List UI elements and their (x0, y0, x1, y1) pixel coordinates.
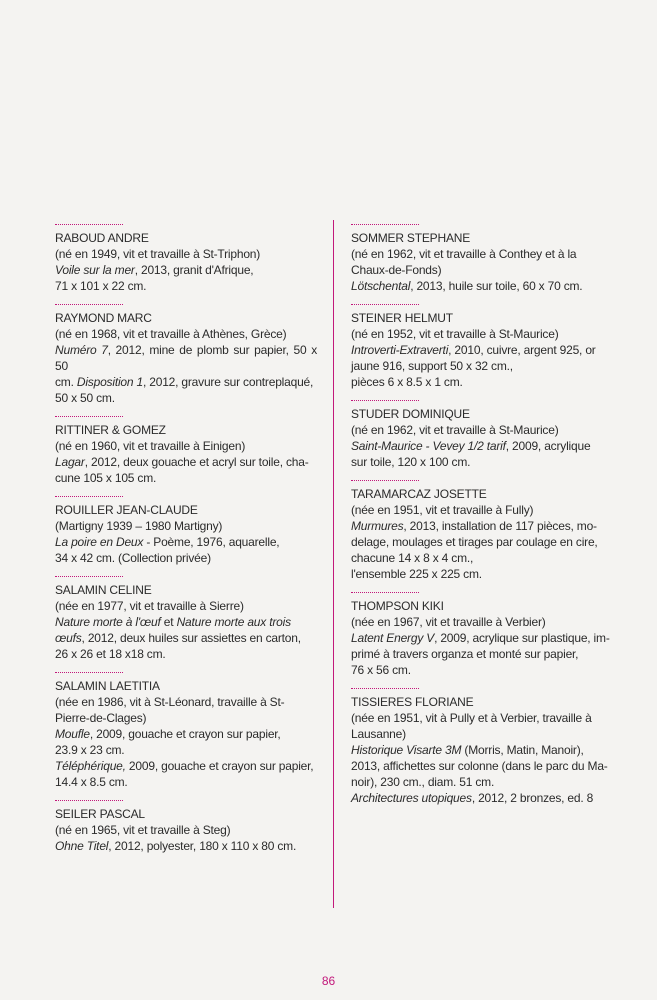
dotted-separator (55, 576, 123, 577)
artist-name: RABOUD ANDRE (55, 231, 149, 245)
artwork-title: Architectures utopiques (351, 791, 472, 805)
entry-text: (né en 1949, vit et travaille à St-Triphon) (55, 247, 261, 261)
entry-text: , 2012, polyester, 180 x 110 x 80 cm. (108, 839, 297, 853)
dotted-separator (55, 800, 123, 801)
entry-text: 50 x 50 cm. (55, 391, 115, 405)
entry-text: (née en 1951, vit et travaille à Fully) (351, 503, 534, 517)
entry-line (55, 246, 317, 262)
artist-name: RITTINER & GOMEZ (55, 423, 166, 437)
entry-line (55, 646, 317, 662)
artwork-title: Moufle (55, 727, 90, 741)
entry-line (55, 838, 317, 854)
artist-name: STEINER HELMUT (351, 311, 453, 325)
entry-text: primé à travers organza et monté sur papier, (351, 647, 579, 661)
entry-text: , 2013, huile sur toile, 60 x 70 cm. (410, 279, 583, 293)
entry-line (55, 326, 317, 342)
entry-text: 26 x 26 et 18 x18 cm. (55, 647, 166, 661)
artwork-title: Téléphérique, (55, 759, 126, 773)
entry-line (55, 262, 317, 278)
artwork-title: Introverti-Extraverti (351, 343, 449, 357)
artist-name: THOMPSON KIKI (351, 599, 444, 613)
entry-line (55, 742, 317, 758)
entry-text: 76 x 56 cm. (351, 663, 411, 677)
entry-line (55, 758, 317, 774)
artwork-title: Ohne Titel (55, 839, 109, 853)
dotted-separator (351, 688, 419, 689)
artist-entry-studer-dominique (351, 400, 613, 470)
entry-line (351, 534, 613, 550)
entry-line (351, 326, 613, 342)
entry-line (55, 710, 317, 726)
entry-line (351, 454, 613, 470)
artist-entry-raymond-marc (55, 304, 317, 406)
artist-name: ROUILLER JEAN-CLAUDE (55, 503, 198, 517)
entry-text: (né en 1952, vit et travaille à St-Maurice) (351, 327, 559, 341)
entry-line (351, 518, 613, 534)
entry-text: (Martigny 1939 – 1980 Martigny) (55, 519, 223, 533)
entry-line (55, 342, 317, 374)
entry-text: Lausanne) (351, 727, 406, 741)
entry-line (55, 438, 317, 454)
entry-line (351, 662, 613, 678)
entry-line (351, 374, 613, 390)
entry-line (55, 390, 317, 406)
entry-line (351, 246, 613, 262)
entry-text: jaune 916, support 50 x 32 cm., (351, 359, 513, 373)
entry-text: , 2010, cuivre, argent 925, or (448, 343, 596, 357)
entry-line (351, 262, 613, 278)
dotted-separator (55, 304, 123, 305)
entry-line (351, 726, 613, 742)
artist-name: SOMMER STEPHANE (351, 231, 471, 245)
entry-text: 2013, affichettes sur colonne (dans le parc du Ma- (351, 759, 608, 773)
entry-text: , 2012, deux huiles sur assiettes en carton, (81, 631, 301, 645)
entry-text: (née en 1986, vit à St-Léonard, travaille à St- (55, 695, 285, 709)
artist-entry-salamin-celine (55, 576, 317, 662)
entry-line (55, 518, 317, 534)
artwork-title: Nature morte à l'œuf (55, 615, 161, 629)
artwork-title: Disposition 1 (76, 375, 143, 389)
entry-text: (Morris, Matin, Manoir), (461, 743, 584, 757)
artist-entry-rouiller-jean-claude (55, 496, 317, 566)
entry-line (351, 422, 613, 438)
entry-line (351, 438, 613, 454)
artist-entry-thompson-kiki (351, 592, 613, 678)
entry-text: sur toile, 120 x 100 cm. (351, 455, 471, 469)
entry-text: (né en 1962, vit et travaille à St-Maurice) (351, 423, 559, 437)
entry-line (351, 758, 613, 774)
entry-text: (né en 1965, vit et travaille à Steg) (55, 823, 231, 837)
entry-line (55, 630, 317, 646)
artist-name: SALAMIN LAETITIA (55, 679, 160, 693)
entry-text: chacune 14 x 8 x 4 cm., (351, 551, 474, 565)
artist-entry-salamin-laetitia (55, 672, 317, 790)
entry-text: (née en 1951, vit à Pully et à Verbier, travaille à (351, 711, 592, 725)
entry-line (55, 598, 317, 614)
entry-line (55, 774, 317, 790)
artwork-title: Lagar (55, 455, 85, 469)
entry-line (55, 534, 317, 550)
entry-text: , 2012, gravure sur contreplaqué, (142, 375, 314, 389)
artwork-title: Lötschental (351, 279, 411, 293)
artwork-title: Latent Energy V (351, 631, 435, 645)
artist-name: STUDER DOMINIQUE (351, 407, 470, 421)
entry-text: , 2009, acrylique (505, 439, 591, 453)
entry-text: cune 105 x 105 cm. (55, 471, 157, 485)
entry-text: cm. (55, 375, 77, 389)
artwork-title: Voile sur la mer (55, 263, 135, 277)
artist-entry-tissieres-floriane (351, 688, 613, 806)
entry-line (351, 646, 613, 662)
entry-line (351, 790, 613, 806)
entry-line (351, 358, 613, 374)
entry-text: , 2012, mine de plomb sur papier, 50 x 50 (55, 343, 317, 373)
artwork-title: Murmures (351, 519, 404, 533)
entry-text: , 2012, deux gouache et acryl sur toile, cha- (84, 455, 309, 469)
artwork-title: Historique Visarte 3M (351, 743, 462, 757)
left-column (55, 224, 317, 864)
entry-line (55, 278, 317, 294)
artist-entry-steiner-helmut (351, 304, 613, 390)
dotted-separator (351, 400, 419, 401)
entry-line (351, 630, 613, 646)
entry-text: , 2013, granit d'Afrique, (134, 263, 254, 277)
entry-text: l'ensemble 225 x 225 cm. (351, 567, 482, 581)
entry-text: Chaux-de-Fonds) (351, 263, 442, 277)
entry-line (55, 374, 317, 390)
entry-text: Pierre-de-Clages) (55, 711, 147, 725)
entry-line (351, 614, 613, 630)
entry-text: (née en 1967, vit et travaille à Verbier) (351, 615, 546, 629)
entry-line (55, 614, 317, 630)
entry-text: 34 x 42 cm. (Collection privée) (55, 551, 211, 565)
entry-line (351, 774, 613, 790)
dotted-separator (351, 592, 419, 593)
artist-entry-raboud-andre (55, 224, 317, 294)
artist-name: TARAMARCAZ JOSETTE (351, 487, 487, 501)
entry-text: noir), 230 cm., diam. 51 cm. (351, 775, 495, 789)
entry-text: pièces 6 x 8.5 x 1 cm. (351, 375, 463, 389)
artist-name: TISSIERES FLORIANE (351, 695, 474, 709)
artist-name: SEILER PASCAL (55, 807, 145, 821)
artist-name: RAYMOND MARC (55, 311, 152, 325)
artwork-title: La poire en Deux (55, 535, 144, 549)
artist-entry-sommer-stephane (351, 224, 613, 294)
entry-text: , 2012, 2 bronzes, ed. 8 (471, 791, 594, 805)
artwork-title: Saint-Maurice - Vevey 1/2 tarif (351, 439, 506, 453)
entry-text: (né en 1968, vit et travaille à Athènes, Grèce) (55, 327, 287, 341)
entry-text: (né en 1960, vit et travaille à Einigen) (55, 439, 246, 453)
entry-text: 23.9 x 23 cm. (55, 743, 125, 757)
entry-text: 2009, gouache et crayon sur papier, (125, 759, 314, 773)
dotted-separator (55, 224, 123, 225)
entry-line (351, 710, 613, 726)
entry-text: et (160, 615, 177, 629)
artwork-title: œufs (55, 631, 82, 645)
dotted-separator (351, 304, 419, 305)
entry-line (55, 454, 317, 470)
column-divider (333, 220, 334, 908)
page-number: 86 (321, 974, 336, 988)
entry-line (351, 566, 613, 582)
entry-text: , 2009, acrylique sur plastique, im- (434, 631, 610, 645)
entry-line (351, 342, 613, 358)
dotted-separator (351, 224, 419, 225)
artist-entry-rittiner-gomez (55, 416, 317, 486)
entry-line (351, 502, 613, 518)
entry-text: - Poème, 1976, aquarelle, (143, 535, 280, 549)
artist-name: SALAMIN CELINE (55, 583, 152, 597)
right-column (351, 224, 613, 816)
entry-line (55, 470, 317, 486)
entry-text: (née en 1977, vit et travaille à Sierre) (55, 599, 244, 613)
entry-line (55, 550, 317, 566)
entry-text: delage, moulages et tirages par coulage en cire, (351, 535, 598, 549)
entry-line (55, 694, 317, 710)
dotted-separator (351, 480, 419, 481)
dotted-separator (55, 496, 123, 497)
dotted-separator (55, 416, 123, 417)
entry-line (55, 726, 317, 742)
entry-text: (né en 1962, vit et travaille à Conthey et à la (351, 247, 577, 261)
artwork-title: Numéro 7 (55, 343, 108, 357)
entry-line (351, 278, 613, 294)
entry-text: 14.4 x 8.5 cm. (55, 775, 128, 789)
artist-entry-taramarcaz-josette (351, 480, 613, 582)
artist-entry-seiler-pascal (55, 800, 317, 854)
entry-line (351, 742, 613, 758)
entry-text: , 2013, installation de 117 pièces, mo- (403, 519, 597, 533)
dotted-separator (55, 672, 123, 673)
artwork-title: Nature morte aux trois (176, 615, 291, 629)
entry-line (55, 822, 317, 838)
entry-line (351, 550, 613, 566)
entry-text: , 2009, gouache et crayon sur papier, (89, 727, 281, 741)
entry-text: 71 x 101 x 22 cm. (55, 279, 147, 293)
